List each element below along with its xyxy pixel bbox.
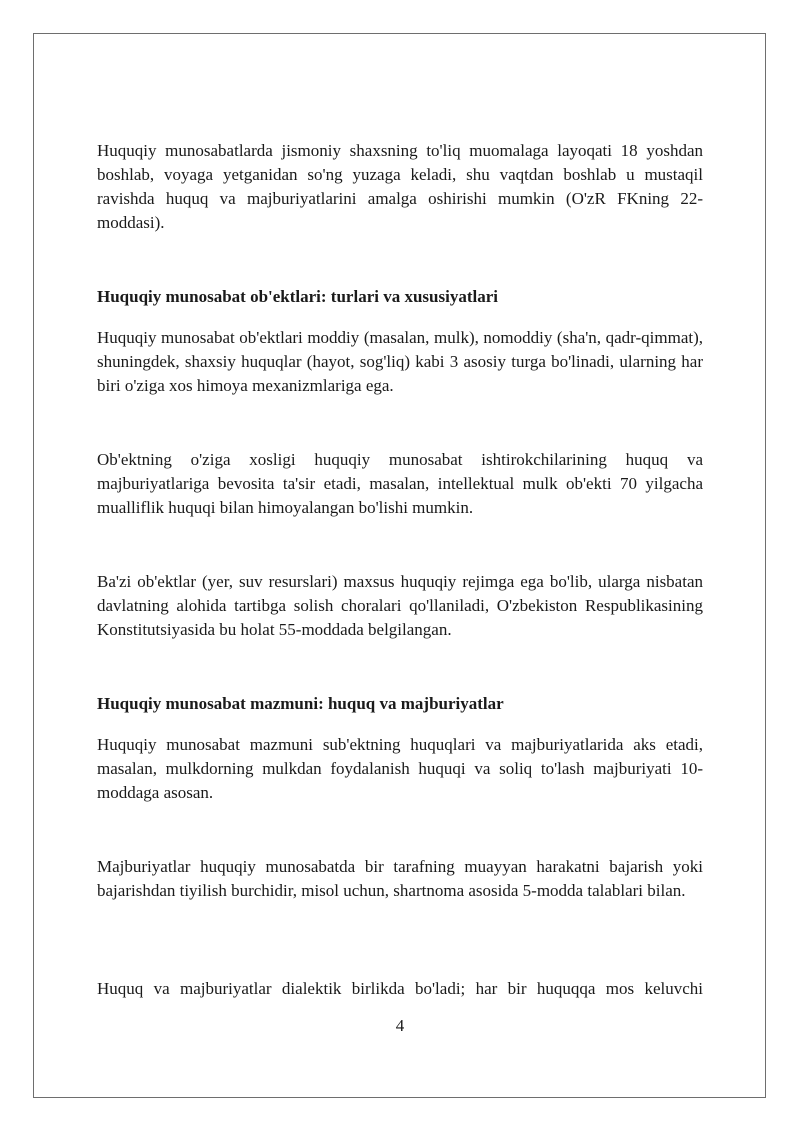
paragraph-special-regime: Ba'zi ob'ektlar (yer, suv resurslari) maxsus huquqiy rejimga ega bo'lib, ularga nisbatan davlatning alohida tartibga solish choralari qo'llaniladi, O'zbekiston Respublikasining Konstitutsiyasida bu holat 55-moddada belgilangan. (97, 572, 703, 639)
section-heading-content: Huquqiy munosabat mazmuni: huquq va majburiyatlar (97, 694, 504, 713)
paragraph-legal-capacity: Huquqiy munosabatlarda jismoniy shaxsning to'liq muomalaga layoqati 18 yoshdan boshlab, voyaga yetganidan so'ng yuzaga keladi, shu vaqtdan boshlab u mustaqil ravishda huquq va majburiyatlarini amalga oshirishi mumkin (O'zR FKning 22-moddasi). (97, 141, 703, 232)
paragraph-dialectic-unity: Huquq va majburiyatlar dialektik birlikda bo'ladi; har bir huquqqa mos keluvchi (97, 979, 703, 998)
paragraph-object-specificity: Ob'ektning o'ziga xosligi huquqiy munosabat ishtirokchilarining huquq va majburiyatlariga bevosita ta'sir etadi, masalan, intellektual mulk ob'ekti 70 yilgacha mualliflik huquqi bilan himoyalangan bo'lishi mumkin. (97, 450, 703, 517)
paragraph-obligations: Majburiyatlar huquqiy munosabatda bir tarafning muayyan harakatni bajarish yoki bajarishdan tiyilish burchidir, misol uchun, shartnoma asosida 5-modda talablari bilan. (97, 857, 703, 900)
page-number: 4 (395, 1016, 405, 1035)
section-heading-objects: Huquqiy munosabat ob'ektlari: turlari va xususiyatlari (97, 287, 498, 306)
paragraph-object-types: Huquqiy munosabat ob'ektlari moddiy (masalan, mulk), nomoddiy (sha'n, qadr-qimmat), shuningdek, shaxsiy huquqlar (hayot, sog'liq) kabi 3 asosiy turga bo'linadi, ularning har biri o'ziga xos himoya mexanizmlariga ega. (97, 328, 703, 395)
paragraph-content-rights: Huquqiy munosabat mazmuni sub'ektning huquqlari va majburiyatlarida aks etadi, masalan, mulkdorning mulkdan foydalanish huquqi va soliq to'lash majburiyati 10-moddaga asosan. (97, 735, 703, 802)
